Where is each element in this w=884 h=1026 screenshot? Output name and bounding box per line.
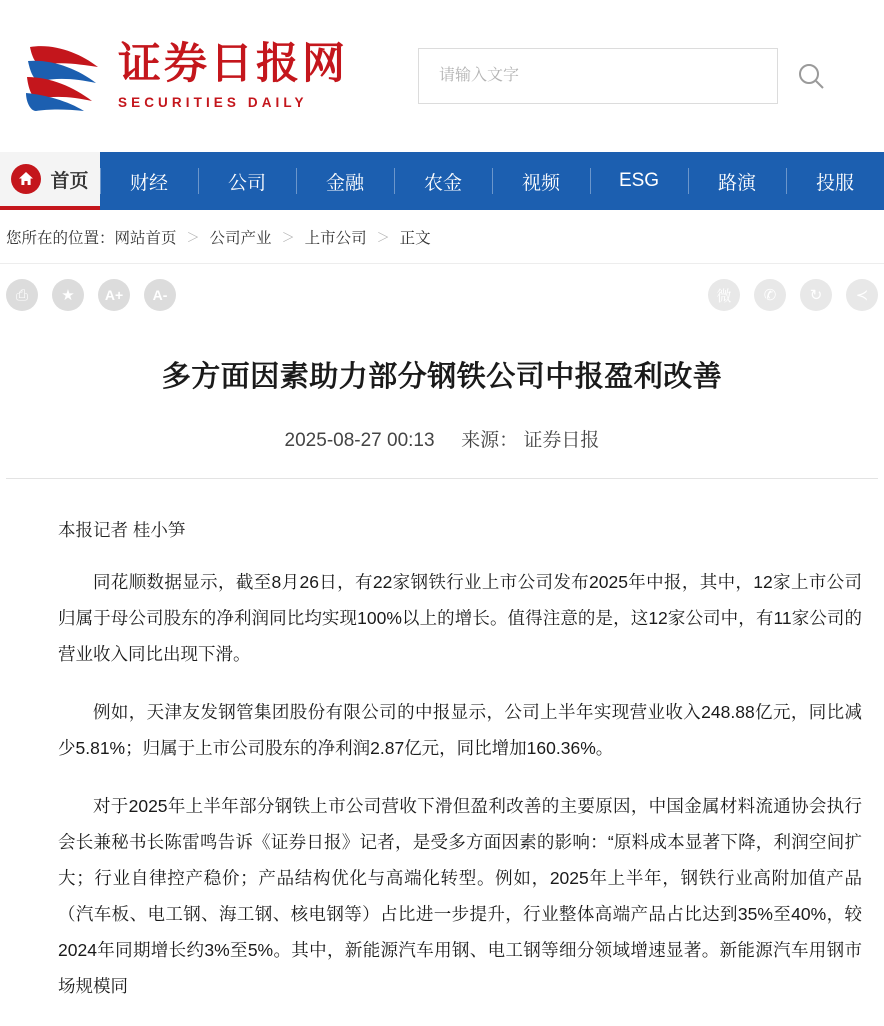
nav-item-toufu[interactable] [786,152,884,210]
star-glyph: ★ [61,287,75,304]
securities-daily-logo-icon [22,37,112,115]
nav-item-caijing[interactable] [100,152,198,210]
article-source-label: 来源： [461,430,519,451]
nav-label: 投服 [815,172,854,194]
toolbar-left-group [6,279,176,311]
logo-title-en: SECURITIES DAILY [118,95,308,111]
nav-label: 金融 [325,172,364,194]
refresh-icon[interactable] [800,279,832,311]
logo-text [118,38,348,111]
search-box[interactable] [418,48,778,104]
nav-label: 公司 [227,172,266,194]
nav-item-shipin[interactable] [492,152,590,210]
breadcrumb-item-article[interactable]: 正文 [399,229,431,247]
refresh-glyph: ↻ [809,287,823,304]
nav-label: ESG [618,170,660,191]
nav-item-home[interactable] [0,152,100,210]
article-paragraph: 对于2025年上半年部分钢铁上市公司营收下滑但盈利改善的主要原因，中国金属材料流通协会执行会长兼秘书长陈雷鸣告诉《证券日报》记者，是受多方面因素的影响：“原料成本显著下降，利润空间扩大；行业自律控产稳价；产品结构优化与高端化转型。例如，2025年上半年，钢铁行业高附加值产品（汽车板、电工钢、海工钢、核电钢等）占比进一步提升，行业整体高端产品占比达到35%至40%，较2024年同期增长约3%至5%。其中，新能源汽车用钢、电工钢等细分领域增速显著。新能源汽车用钢市场规模同 [58,796,862,996]
article-meta [6,425,878,452]
breadcrumb-item-industry[interactable]: 公司产业 [209,229,272,247]
wechat-glyph: ✆ [763,287,777,304]
font-decrease-icon[interactable] [144,279,176,311]
breadcrumb-separator-icon: ＞ [186,230,200,245]
home-icon [11,164,41,194]
nav-label: 视频 [521,172,560,194]
article-date: 2025-08-27 00:13 [284,430,435,451]
main-nav [0,152,884,210]
breadcrumb-item-home[interactable]: 网站首页 [114,229,177,247]
article-source: 证券日报 [523,430,600,451]
nav-item-nongjin[interactable] [394,152,492,210]
search-icon [796,61,826,91]
breadcrumb-separator-icon: ＞ [281,230,295,245]
nav-label: 路演 [717,172,756,194]
article-toolbar [0,264,884,326]
nav-item-luyan[interactable] [688,152,786,210]
font-increase-glyph: A+ [104,287,124,303]
nav-item-gongsi[interactable] [198,152,296,210]
search-button[interactable] [778,48,844,104]
page-title: 多方面因素助力部分钢铁公司中报盈利改善 [161,361,723,393]
share-glyph: ≺ [855,287,869,304]
article [0,354,884,1004]
weibo-share-icon[interactable] [708,279,740,311]
toolbar-right-group [708,279,878,311]
article-divider [6,478,878,479]
search-input[interactable] [437,66,759,86]
breadcrumb [0,210,884,264]
article-paragraph: 同花顺数据显示，截至8月26日，有22家钢铁行业上市公司发布2025年中报，其中，12家上市公司归属于母公司股东的净利润同比均实现100%以上的增长。值得注意的是，这12家公司中，有11家公司的营业收入同比出现下滑。 [58,572,862,664]
breadcrumb-item-listed[interactable]: 上市公司 [304,229,367,247]
font-increase-icon[interactable] [98,279,130,311]
site-header [0,0,884,152]
nav-label: 农金 [423,172,462,194]
font-decrease-glyph: A- [152,287,168,303]
nav-item-esg[interactable] [590,152,688,210]
article-byline: 本报记者 桂小笋 [58,520,186,540]
article-paragraph: 例如，天津友发钢管集团股份有限公司的中报显示，公司上半年实现营业收入248.88亿元，同比减少5.81%；归属于上市公司股东的净利润2.87亿元，同比增加160.36%。 [58,702,862,758]
print-icon[interactable] [6,279,38,311]
breadcrumb-separator-icon: ＞ [376,230,390,245]
logo-title-cn: 证券日报网 [118,38,348,89]
breadcrumb-label: 您所在的位置： [6,229,115,247]
nav-home-label: 首页 [50,170,89,192]
nav-item-jinrong[interactable] [296,152,394,210]
wechat-share-icon[interactable] [754,279,786,311]
nav-label: 财经 [129,172,168,194]
print-glyph: ⎙ [15,286,28,304]
search-area [418,48,844,104]
site-logo[interactable] [22,37,352,115]
favorite-star-icon[interactable] [52,279,84,311]
weibo-glyph: 微 [716,287,732,305]
share-icon[interactable] [846,279,878,311]
